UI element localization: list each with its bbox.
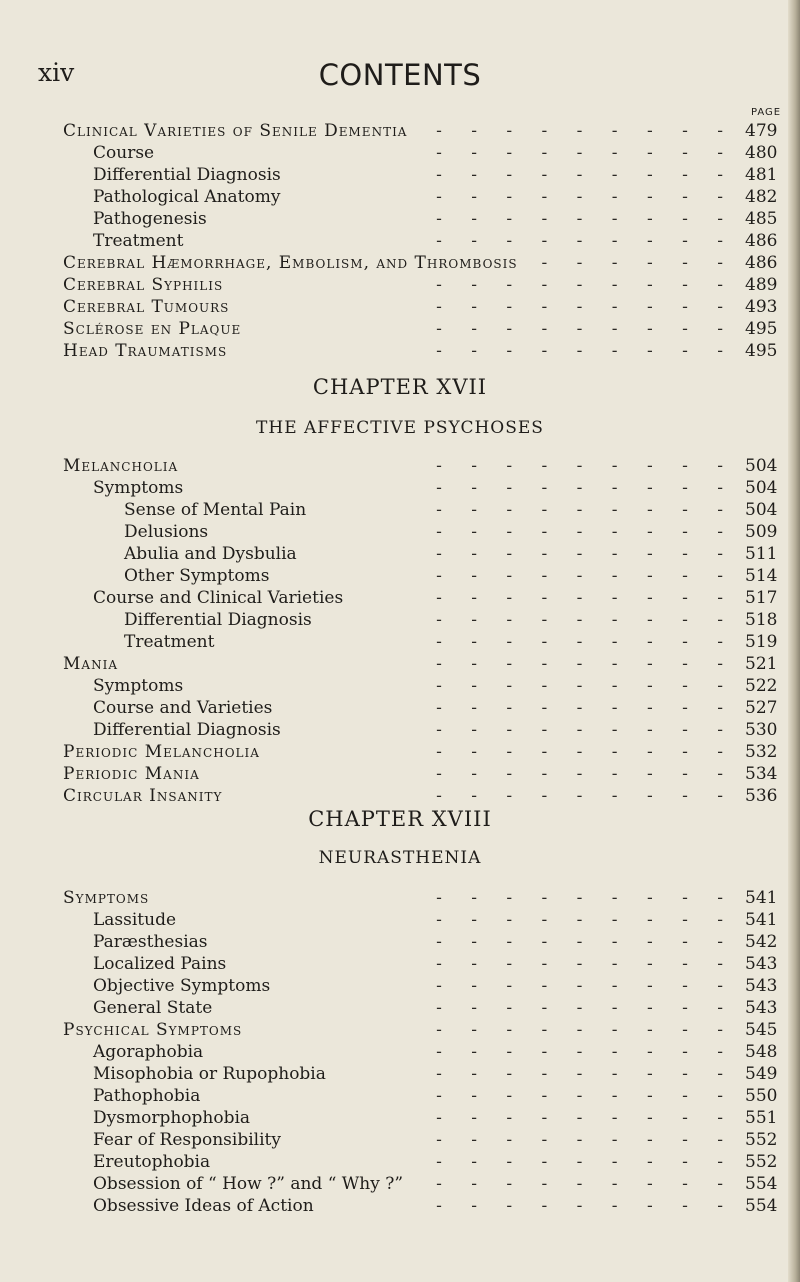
dot-leader: - - - - - - - - - — [436, 932, 735, 952]
toc-entry-page: 541 — [745, 888, 778, 908]
toc-entry — [0, 741, 800, 763]
toc-entry-page: 534 — [745, 764, 778, 784]
toc-entry — [0, 208, 800, 230]
toc-entry — [0, 631, 800, 653]
toc-entry — [0, 274, 800, 296]
dot-leader: - - - - - - - - - — [436, 1020, 735, 1040]
toc-entry-page: 479 — [745, 121, 778, 141]
toc-entry — [0, 340, 800, 362]
toc-entry — [0, 543, 800, 565]
toc-entry-page: 549 — [745, 1064, 778, 1084]
dot-leader: - - - - - - - - - — [436, 954, 735, 974]
toc-entry-page: 543 — [745, 976, 778, 996]
toc-entry — [0, 1129, 800, 1151]
dot-leader: - - - - - - - - - — [436, 522, 735, 542]
toc-entry-page: 527 — [745, 698, 778, 718]
toc-entry — [0, 1019, 800, 1041]
running-head: CONTENTS — [318, 58, 482, 92]
chapter-17-heading: CHAPTER XVII — [312, 375, 488, 399]
toc-entry-title: Treatment — [124, 632, 215, 652]
dot-leader: - - - - - - - - - — [436, 1152, 735, 1172]
dot-leader: - - - - - - - - - — [436, 1042, 735, 1062]
dot-leader: - - - - - - - - - — [436, 544, 735, 564]
toc-entry-page: 482 — [745, 187, 778, 207]
dot-leader: - - - - - - - - - — [436, 910, 735, 930]
toc-entry-title: Obsessive Ideas of Action — [93, 1196, 314, 1216]
toc-entry-page: 532 — [745, 742, 778, 762]
dot-leader: - - - - - - - - - — [436, 786, 735, 806]
toc-entry — [0, 186, 800, 208]
toc-entry-page: 543 — [745, 954, 778, 974]
toc-chapter-17 — [0, 455, 800, 807]
toc-entry — [0, 1063, 800, 1085]
toc-entry — [0, 1151, 800, 1173]
toc-entry — [0, 565, 800, 587]
toc-entry-page: 517 — [745, 588, 778, 608]
toc-entry-title: Pathological Anatomy — [93, 187, 281, 207]
toc-entry-title: Differential Diagnosis — [124, 610, 312, 630]
toc-entry-page: 541 — [745, 910, 778, 930]
toc-entry-page: 551 — [745, 1108, 778, 1128]
toc-entry-page: 480 — [745, 143, 778, 163]
toc-entry-title: Agoraphobia — [93, 1042, 204, 1062]
toc-entry — [0, 653, 800, 675]
toc-entry-title: Course and Varieties — [93, 698, 273, 718]
toc-entry-page: 486 — [745, 231, 778, 251]
toc-entry — [0, 1041, 800, 1063]
toc-entry-title: Circular Insanity — [63, 786, 223, 806]
toc-entry-title: Course and Clinical Varieties — [93, 588, 344, 608]
toc-entry-page: 545 — [745, 1020, 778, 1040]
toc-entry-title: Treatment — [93, 231, 184, 251]
chapter-18-heading: CHAPTER XVIII — [308, 807, 492, 831]
toc-entry-page: 552 — [745, 1130, 778, 1150]
toc-section-senile-dementia — [0, 120, 800, 362]
toc-entry-title: Lassitude — [93, 910, 177, 930]
toc-entry-page: 548 — [745, 1042, 778, 1062]
toc-entry-title: Symptoms — [93, 676, 184, 696]
toc-entry-page: 495 — [745, 319, 778, 339]
toc-entry-title: Ereutophobia — [93, 1152, 211, 1172]
toc-entry — [0, 1085, 800, 1107]
dot-leader: - - - - - - - - - — [436, 297, 735, 317]
toc-entry-page: 514 — [745, 566, 778, 586]
toc-entry-title: Cerebral Hæmorrhage, Embolism, and Thrombosis — [63, 253, 518, 273]
toc-entry-title: Paræsthesias — [93, 932, 208, 952]
toc-entry — [0, 931, 800, 953]
toc-entry-page: 521 — [745, 654, 778, 674]
folio-number: xiv — [38, 58, 75, 87]
toc-entry — [0, 785, 800, 807]
toc-entry-title: Localized Pains — [93, 954, 227, 974]
toc-entry-title: Cerebral Syphilis — [63, 275, 224, 295]
toc-entry — [0, 296, 800, 318]
toc-entry-title: Psychical Symptoms — [63, 1020, 243, 1040]
toc-entry-page: 509 — [745, 522, 778, 542]
dot-leader: - - - - - - - - - — [436, 654, 735, 674]
toc-entry — [0, 763, 800, 785]
toc-entry-title: Periodic Melancholia — [63, 742, 260, 762]
dot-leader: - - - - - - - - - — [436, 676, 735, 696]
dot-leader: - - - - - - - - - — [436, 1130, 735, 1150]
dot-leader: - - - - - - - - - — [436, 976, 735, 996]
toc-entry-title: Delusions — [124, 522, 209, 542]
toc-entry-title: Objective Symptoms — [93, 976, 271, 996]
dot-leader: - - - - - - - - - — [436, 1064, 735, 1084]
dot-leader: - - - - - - - - - — [436, 632, 735, 652]
dot-leader: - - - - - - — [541, 253, 735, 273]
dot-leader: - - - - - - - - - — [436, 588, 735, 608]
toc-entry-page: 518 — [745, 610, 778, 630]
toc-entry — [0, 697, 800, 719]
toc-entry — [0, 997, 800, 1019]
dot-leader: - - - - - - - - - — [436, 165, 735, 185]
toc-entry-page: 504 — [745, 500, 778, 520]
toc-entry-title: Abulia and Dysbulia — [124, 544, 297, 564]
toc-entry-title: Fear of Responsibility — [93, 1130, 281, 1150]
toc-entry-page: 522 — [745, 676, 778, 696]
dot-leader: - - - - - - - - - — [436, 500, 735, 520]
toc-entry — [0, 499, 800, 521]
dot-leader: - - - - - - - - - — [436, 319, 735, 339]
dot-leader: - - - - - - - - - — [436, 1196, 735, 1216]
toc-entry-title: Dysmorphophobia — [93, 1108, 251, 1128]
toc-entry — [0, 1107, 800, 1129]
toc-entry-page: 542 — [745, 932, 778, 952]
toc-entry-page: 554 — [745, 1174, 778, 1194]
toc-entry-title: Sclérose en Plaque — [63, 319, 242, 339]
toc-entry-title: Mania — [63, 654, 118, 674]
dot-leader: - - - - - - - - - — [436, 888, 735, 908]
toc-entry-page: 536 — [745, 786, 778, 806]
toc-entry-page: 485 — [745, 209, 778, 229]
toc-entry-page: 495 — [745, 341, 778, 361]
dot-leader: - - - - - - - - - — [436, 998, 735, 1018]
toc-entry-page: 543 — [745, 998, 778, 1018]
toc-entry-title: Other Symptoms — [124, 566, 270, 586]
toc-entry-title: Pathogenesis — [93, 209, 207, 229]
dot-leader: - - - - - - - - - — [436, 698, 735, 718]
toc-entry-title: Head Traumatisms — [63, 341, 228, 361]
toc-entry-title: Differential Diagnosis — [93, 165, 281, 185]
dot-leader: - - - - - - - - - — [436, 566, 735, 586]
toc-entry-title: Cerebral Tumours — [63, 297, 230, 317]
dot-leader: - - - - - - - - - — [436, 341, 735, 361]
dot-leader: - - - - - - - - - — [436, 610, 735, 630]
toc-entry — [0, 909, 800, 931]
dot-leader: - - - - - - - - - — [436, 742, 735, 762]
toc-entry — [0, 521, 800, 543]
toc-entry-page: 530 — [745, 720, 778, 740]
dot-leader: - - - - - - - - - — [436, 121, 735, 141]
toc-entry — [0, 1173, 800, 1195]
toc-entry-page: 489 — [745, 275, 778, 295]
dot-leader: - - - - - - - - - — [436, 720, 735, 740]
toc-entry-page: 486 — [745, 253, 778, 273]
chapter-17-subtitle: THE AFFECTIVE PSYCHOSES — [256, 418, 544, 438]
toc-entry — [0, 609, 800, 631]
toc-chapter-18 — [0, 887, 800, 1217]
toc-entry-title: Obsession of “ How ?” and “ Why ?” — [93, 1174, 404, 1194]
toc-entry-title: Pathophobia — [93, 1086, 201, 1106]
toc-entry-page: 511 — [745, 544, 778, 564]
toc-entry-page: 493 — [745, 297, 778, 317]
toc-entry-title: Periodic Mania — [63, 764, 200, 784]
dot-leader: - - - - - - - - - — [436, 1174, 735, 1194]
dot-leader: - - - - - - - - - — [436, 764, 735, 784]
dot-leader: - - - - - - - - - — [436, 209, 735, 229]
toc-entry-page: 552 — [745, 1152, 778, 1172]
toc-entry-page: 550 — [745, 1086, 778, 1106]
dot-leader: - - - - - - - - - — [436, 231, 735, 251]
toc-entry-page: 519 — [745, 632, 778, 652]
toc-entry-title: Symptoms — [93, 478, 184, 498]
dot-leader: - - - - - - - - - — [436, 187, 735, 207]
toc-entry — [0, 953, 800, 975]
toc-entry — [0, 455, 800, 477]
dot-leader: - - - - - - - - - — [436, 1108, 735, 1128]
toc-entry — [0, 975, 800, 997]
toc-entry — [0, 252, 800, 274]
toc-entry — [0, 587, 800, 609]
toc-entry — [0, 477, 800, 499]
toc-entry-title: Differential Diagnosis — [93, 720, 281, 740]
toc-entry — [0, 719, 800, 741]
toc-entry-page: 504 — [745, 478, 778, 498]
toc-entry — [0, 230, 800, 252]
dot-leader: - - - - - - - - - — [436, 1086, 735, 1106]
toc-entry-title: General State — [93, 998, 213, 1018]
toc-entry-title: Clinical Varieties of Senile Dementia — [63, 121, 408, 141]
toc-entry — [0, 142, 800, 164]
toc-entry-page: 554 — [745, 1196, 778, 1216]
toc-entry-title: Sense of Mental Pain — [124, 500, 307, 520]
chapter-18-subtitle: NEURASTHENIA — [318, 848, 482, 868]
toc-entry-page: 504 — [745, 456, 778, 476]
dot-leader: - - - - - - - - - — [436, 275, 735, 295]
toc-entry-title: Symptoms — [63, 888, 150, 908]
toc-entry — [0, 164, 800, 186]
dot-leader: - - - - - - - - - — [436, 456, 735, 476]
toc-entry-title: Melancholia — [63, 456, 179, 476]
toc-entry — [0, 120, 800, 142]
toc-entry — [0, 887, 800, 909]
toc-entry — [0, 318, 800, 340]
page-header — [0, 58, 800, 98]
toc-entry — [0, 1195, 800, 1217]
dot-leader: - - - - - - - - - — [436, 143, 735, 163]
toc-entry-title: Course — [93, 143, 155, 163]
page-column-label: PAGE — [750, 107, 782, 118]
toc-entry-title: Misophobia or Rupophobia — [93, 1064, 326, 1084]
toc-entry-page: 481 — [745, 165, 778, 185]
dot-leader: - - - - - - - - - — [436, 478, 735, 498]
toc-entry — [0, 675, 800, 697]
